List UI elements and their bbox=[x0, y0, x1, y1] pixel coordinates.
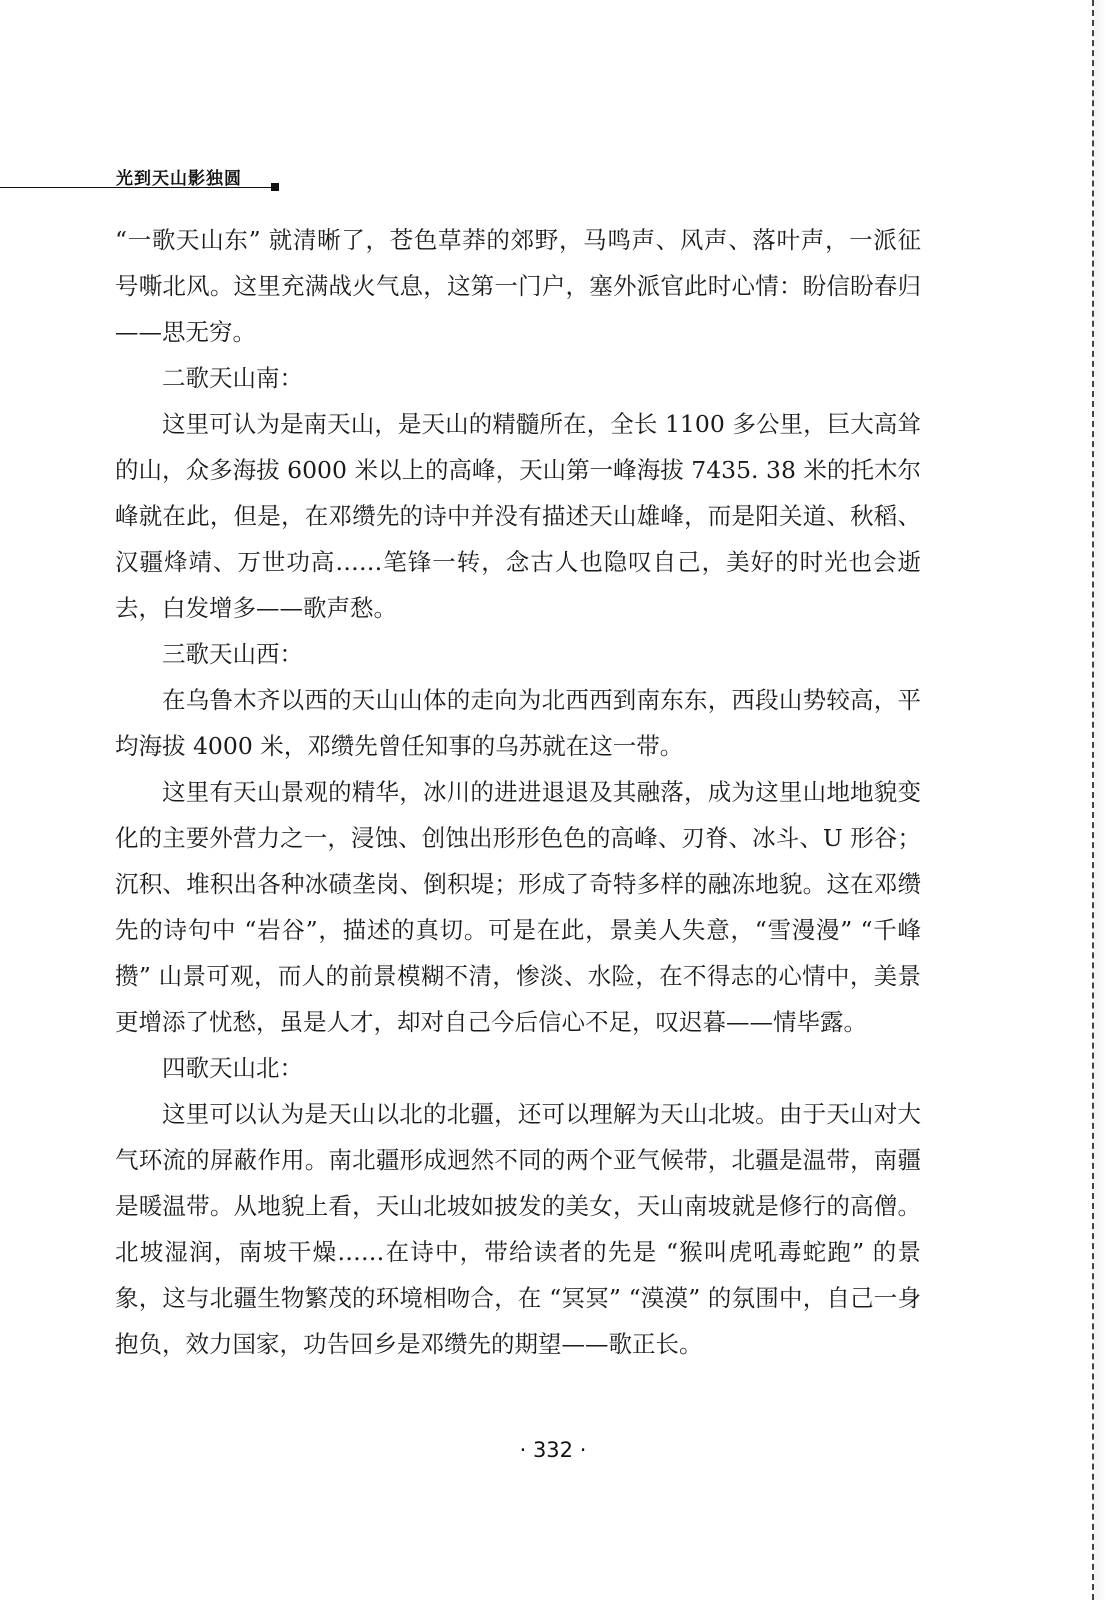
header-rule bbox=[0, 187, 272, 188]
paragraph: 这里可以认为是天山以北的北疆，还可以理解为天山北坡。由于天山对大气环流的屏蔽作用。南北疆形成迥然不同的两个亚气候带，北疆是温带，南疆是暖温带。从地貌上看，天山北坡如披发的美女，天山南坡就是修行的高僧。北坡湿润，南坡干燥……在诗中，带给读者的先是 “猴叫虎吼毒蛇跑” 的景象，这与北疆生物繁茂的环境相吻合，在 “冥冥” “漠漠” 的氛围中，自己一身抱负，效力国家，功告回乡是邓缵先的期望——歌正长。 bbox=[115, 1100, 921, 1358]
section-heading-south: 二歌天山南： bbox=[162, 364, 303, 392]
running-header-title: 光到天山影独圆 bbox=[116, 169, 242, 189]
section-heading-north: 四歌天山北： bbox=[162, 1054, 303, 1082]
running-header bbox=[0, 160, 290, 192]
header-square-mark bbox=[271, 183, 279, 191]
page-number: · 332 · bbox=[519, 1438, 587, 1462]
paragraph: 在乌鲁木齐以西的天山山体的走向为北西西到南东东，西段山势较高，平均海拔 4000 米，邓缵先曾任知事的乌苏就在这一带。 bbox=[115, 686, 921, 760]
paragraph: 这里有天山景观的精华，冰川的进进退退及其融落，成为这里山地地貌变化的主要外营力之一，浸蚀、创蚀出形形色色的高峰、刃脊、冰斗、U 形谷；沉积、堆积出各种冰碛垄岗、倒积堤；形成了奇特多样的融冻地貌。这在邓缵先的诗句中 “岩谷”，描述的真切。可是在此，景美人失意，“雪漫漫” “千峰攒” 山景可观，而人的前景模糊不清，惨淡、水险，在不得志的心情中，美景更增添了忧愁，虽是人才，却对自己今后信心不足，叹迟暮——情毕露。 bbox=[115, 778, 921, 1036]
paragraph: 这里可认为是南天山，是天山的精髓所在，全长 1100 多公里，巨大高耸的山，众多海拔 6000 米以上的高峰，天山第一峰海拔 7435. 38 米的托木尔峰就在此，但是，在邓缵先的诗中并没有描述天山雄峰，而是阳关道、秋稻、汉疆烽靖、万世功高……笔锋一转，念古人也隐叹自己，美好的时光也会逝去，白发增多——歌声愁。 bbox=[115, 410, 921, 622]
scanned-page-edge bbox=[1092, 0, 1106, 1600]
body-text bbox=[115, 217, 921, 1367]
section-heading-west: 三歌天山西： bbox=[162, 640, 303, 668]
paragraph-continuation: “一歌天山东” 就清晰了，苍色草莽的郊野，马鸣声、风声、落叶声，一派征号嘶北风。这里充满战火气息，这第一门户，塞外派官此时心情：盼信盼春归——思无穷。 bbox=[115, 226, 921, 346]
